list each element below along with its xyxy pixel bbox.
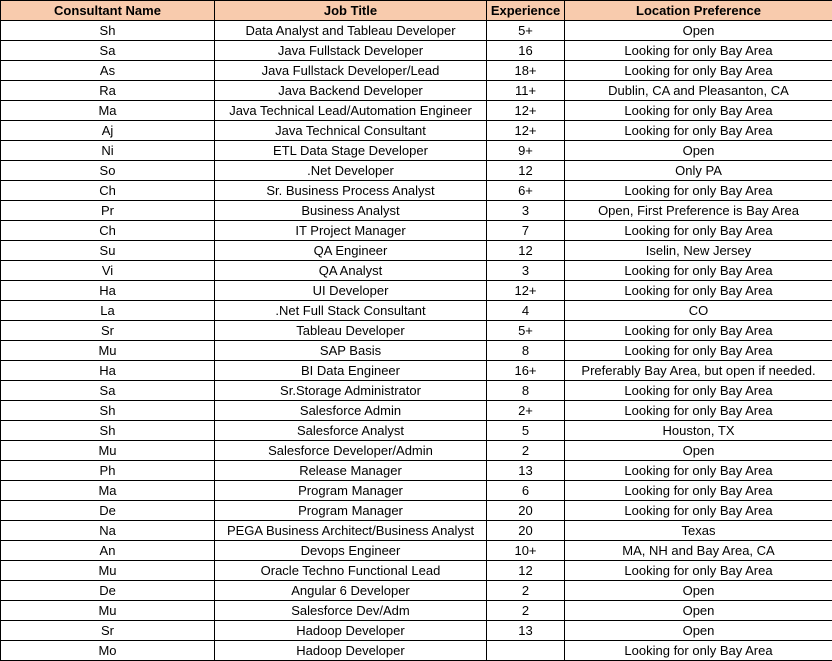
consultant-name-cell: Ma <box>1 481 215 501</box>
table-row <box>1 101 832 121</box>
location-preference-cell: Looking for only Bay Area <box>565 461 832 481</box>
location-preference-cell: CO <box>565 301 832 321</box>
job-title-cell: Hadoop Developer <box>215 641 487 661</box>
experience-cell: 18+ <box>487 61 565 81</box>
location-preference-cell: Only PA <box>565 161 832 181</box>
job-title-cell: Salesforce Admin <box>215 401 487 421</box>
location-preference-cell: Open <box>565 621 832 641</box>
consultant-name-cell: Mu <box>1 341 215 361</box>
experience-cell: 12+ <box>487 281 565 301</box>
consultant-name-cell: Sh <box>1 21 215 41</box>
location-preference-cell: Looking for only Bay Area <box>565 481 832 501</box>
job-title-cell: Oracle Techno Functional Lead <box>215 561 487 581</box>
location-preference-cell: Open <box>565 601 832 621</box>
location-preference-cell: Looking for only Bay Area <box>565 61 832 81</box>
table-row <box>1 341 832 361</box>
location-preference-cell: Looking for only Bay Area <box>565 401 832 421</box>
job-title-cell: Java Fullstack Developer/Lead <box>215 61 487 81</box>
job-title-cell: Angular 6 Developer <box>215 581 487 601</box>
job-title-cell: IT Project Manager <box>215 221 487 241</box>
location-preference-cell: Open <box>565 21 832 41</box>
experience-cell: 11+ <box>487 81 565 101</box>
location-preference-cell: Looking for only Bay Area <box>565 561 832 581</box>
consultant-name-cell: Sa <box>1 41 215 61</box>
experience-cell: 12 <box>487 241 565 261</box>
location-preference-cell: Looking for only Bay Area <box>565 101 832 121</box>
experience-cell: 8 <box>487 381 565 401</box>
table-row <box>1 281 832 301</box>
table-row <box>1 121 832 141</box>
job-title-cell: ETL Data Stage Developer <box>215 141 487 161</box>
location-preference-cell: Looking for only Bay Area <box>565 181 832 201</box>
header-row <box>1 1 832 21</box>
experience-cell: 8 <box>487 341 565 361</box>
experience-cell: 12 <box>487 561 565 581</box>
experience-cell: 6 <box>487 481 565 501</box>
experience-cell: 13 <box>487 461 565 481</box>
table-row <box>1 141 832 161</box>
table-row <box>1 161 832 181</box>
consultant-name-cell: Ph <box>1 461 215 481</box>
table-row <box>1 441 832 461</box>
table-row <box>1 401 832 421</box>
job-title-cell: Program Manager <box>215 481 487 501</box>
table-row <box>1 261 832 281</box>
consultant-name-cell: Aj <box>1 121 215 141</box>
table-row <box>1 481 832 501</box>
job-title-cell: UI Developer <box>215 281 487 301</box>
table-row <box>1 521 832 541</box>
job-title-cell: Java Fullstack Developer <box>215 41 487 61</box>
job-title-cell: Tableau Developer <box>215 321 487 341</box>
location-preference-cell: Iselin, New Jersey <box>565 241 832 261</box>
table-row <box>1 621 832 641</box>
location-preference-cell: Open <box>565 581 832 601</box>
job-title-cell: .Net Full Stack Consultant <box>215 301 487 321</box>
table-row <box>1 321 832 341</box>
table-row <box>1 581 832 601</box>
table-row <box>1 541 832 561</box>
table-body <box>1 21 832 661</box>
job-title-cell: QA Engineer <box>215 241 487 261</box>
experience-cell: 12+ <box>487 101 565 121</box>
experience-cell: 5 <box>487 421 565 441</box>
header-experience: Experience <box>487 1 565 21</box>
consultant-name-cell: As <box>1 61 215 81</box>
consultant-name-cell: Sr <box>1 621 215 641</box>
experience-cell: 5+ <box>487 21 565 41</box>
consultant-name-cell: Ha <box>1 281 215 301</box>
job-title-cell: Devops Engineer <box>215 541 487 561</box>
job-title-cell: Hadoop Developer <box>215 621 487 641</box>
experience-cell: 2+ <box>487 401 565 421</box>
job-title-cell: Business Analyst <box>215 201 487 221</box>
table-row <box>1 181 832 201</box>
job-title-cell: PEGA Business Architect/Business Analyst <box>215 521 487 541</box>
job-title-cell: QA Analyst <box>215 261 487 281</box>
consultant-name-cell: De <box>1 581 215 601</box>
experience-cell: 4 <box>487 301 565 321</box>
experience-cell: 9+ <box>487 141 565 161</box>
job-title-cell: Salesforce Analyst <box>215 421 487 441</box>
table-row <box>1 41 832 61</box>
experience-cell: 20 <box>487 501 565 521</box>
table-row <box>1 81 832 101</box>
location-preference-cell: Preferably Bay Area, but open if needed. <box>565 361 832 381</box>
location-preference-cell: Texas <box>565 521 832 541</box>
experience-cell: 6+ <box>487 181 565 201</box>
experience-cell: 10+ <box>487 541 565 561</box>
job-title-cell: Salesforce Dev/Adm <box>215 601 487 621</box>
experience-cell: 3 <box>487 201 565 221</box>
job-title-cell: Java Technical Consultant <box>215 121 487 141</box>
job-title-cell: BI Data Engineer <box>215 361 487 381</box>
job-title-cell: Salesforce Developer/Admin <box>215 441 487 461</box>
table-row <box>1 641 832 661</box>
consultant-name-cell: Pr <box>1 201 215 221</box>
consultant-name-cell: Sr <box>1 321 215 341</box>
location-preference-cell: Looking for only Bay Area <box>565 261 832 281</box>
job-title-cell: Sr. Business Process Analyst <box>215 181 487 201</box>
experience-cell: 12+ <box>487 121 565 141</box>
consultant-name-cell: De <box>1 501 215 521</box>
table-row <box>1 601 832 621</box>
table-row <box>1 501 832 521</box>
location-preference-cell: Looking for only Bay Area <box>565 41 832 61</box>
experience-cell: 13 <box>487 621 565 641</box>
location-preference-cell: Open <box>565 441 832 461</box>
location-preference-cell: Open, First Preference is Bay Area <box>565 201 832 221</box>
consultant-name-cell: La <box>1 301 215 321</box>
table-row <box>1 241 832 261</box>
table-row <box>1 221 832 241</box>
consultant-name-cell: Sh <box>1 401 215 421</box>
header-job-title: Job Title <box>215 1 487 21</box>
consultant-name-cell: Mu <box>1 561 215 581</box>
experience-cell: 20 <box>487 521 565 541</box>
experience-cell: 5+ <box>487 321 565 341</box>
consultant-name-cell: Ra <box>1 81 215 101</box>
consultant-name-cell: Sa <box>1 381 215 401</box>
consultant-name-cell: Ch <box>1 181 215 201</box>
consultant-name-cell: Na <box>1 521 215 541</box>
consultant-name-cell: Mu <box>1 601 215 621</box>
location-preference-cell: Looking for only Bay Area <box>565 121 832 141</box>
job-title-cell: Sr.Storage Administrator <box>215 381 487 401</box>
location-preference-cell: Dublin, CA and Pleasanton, CA <box>565 81 832 101</box>
job-title-cell: .Net Developer <box>215 161 487 181</box>
location-preference-cell: Looking for only Bay Area <box>565 341 832 361</box>
job-title-cell: Data Analyst and Tableau Developer <box>215 21 487 41</box>
location-preference-cell: Houston, TX <box>565 421 832 441</box>
consultant-name-cell: So <box>1 161 215 181</box>
table-row <box>1 461 832 481</box>
location-preference-cell: MA, NH and Bay Area, CA <box>565 541 832 561</box>
table-row <box>1 21 832 41</box>
location-preference-cell: Looking for only Bay Area <box>565 501 832 521</box>
table-row <box>1 61 832 81</box>
table-row <box>1 301 832 321</box>
consultant-name-cell: Ha <box>1 361 215 381</box>
job-title-cell: Release Manager <box>215 461 487 481</box>
header-consultant-name: Consultant Name <box>1 1 215 21</box>
consultant-name-cell: Mu <box>1 441 215 461</box>
experience-cell: 16+ <box>487 361 565 381</box>
consultant-name-cell: Ma <box>1 101 215 121</box>
consultant-name-cell: Ch <box>1 221 215 241</box>
consultant-name-cell: Su <box>1 241 215 261</box>
location-preference-cell: Looking for only Bay Area <box>565 641 832 661</box>
job-title-cell: Java Technical Lead/Automation Engineer <box>215 101 487 121</box>
table-row <box>1 361 832 381</box>
location-preference-cell: Open <box>565 141 832 161</box>
consultant-name-cell: An <box>1 541 215 561</box>
table-row <box>1 381 832 401</box>
location-preference-cell: Looking for only Bay Area <box>565 321 832 341</box>
consultant-name-cell: Sh <box>1 421 215 441</box>
experience-cell: 7 <box>487 221 565 241</box>
experience-cell: 2 <box>487 441 565 461</box>
consultant-name-cell: Ni <box>1 141 215 161</box>
table-row <box>1 421 832 441</box>
experience-cell: 12 <box>487 161 565 181</box>
table-row <box>1 561 832 581</box>
job-title-cell: Program Manager <box>215 501 487 521</box>
experience-cell: 3 <box>487 261 565 281</box>
experience-cell <box>487 641 565 661</box>
location-preference-cell: Looking for only Bay Area <box>565 281 832 301</box>
location-preference-cell: Looking for only Bay Area <box>565 221 832 241</box>
consultant-name-cell: Vi <box>1 261 215 281</box>
experience-cell: 2 <box>487 581 565 601</box>
header-location-preference: Location Preference <box>565 1 832 21</box>
experience-cell: 2 <box>487 601 565 621</box>
experience-cell: 16 <box>487 41 565 61</box>
job-title-cell: SAP Basis <box>215 341 487 361</box>
location-preference-cell: Looking for only Bay Area <box>565 381 832 401</box>
consultant-name-cell: Mo <box>1 641 215 661</box>
job-title-cell: Java Backend Developer <box>215 81 487 101</box>
table-row <box>1 201 832 221</box>
